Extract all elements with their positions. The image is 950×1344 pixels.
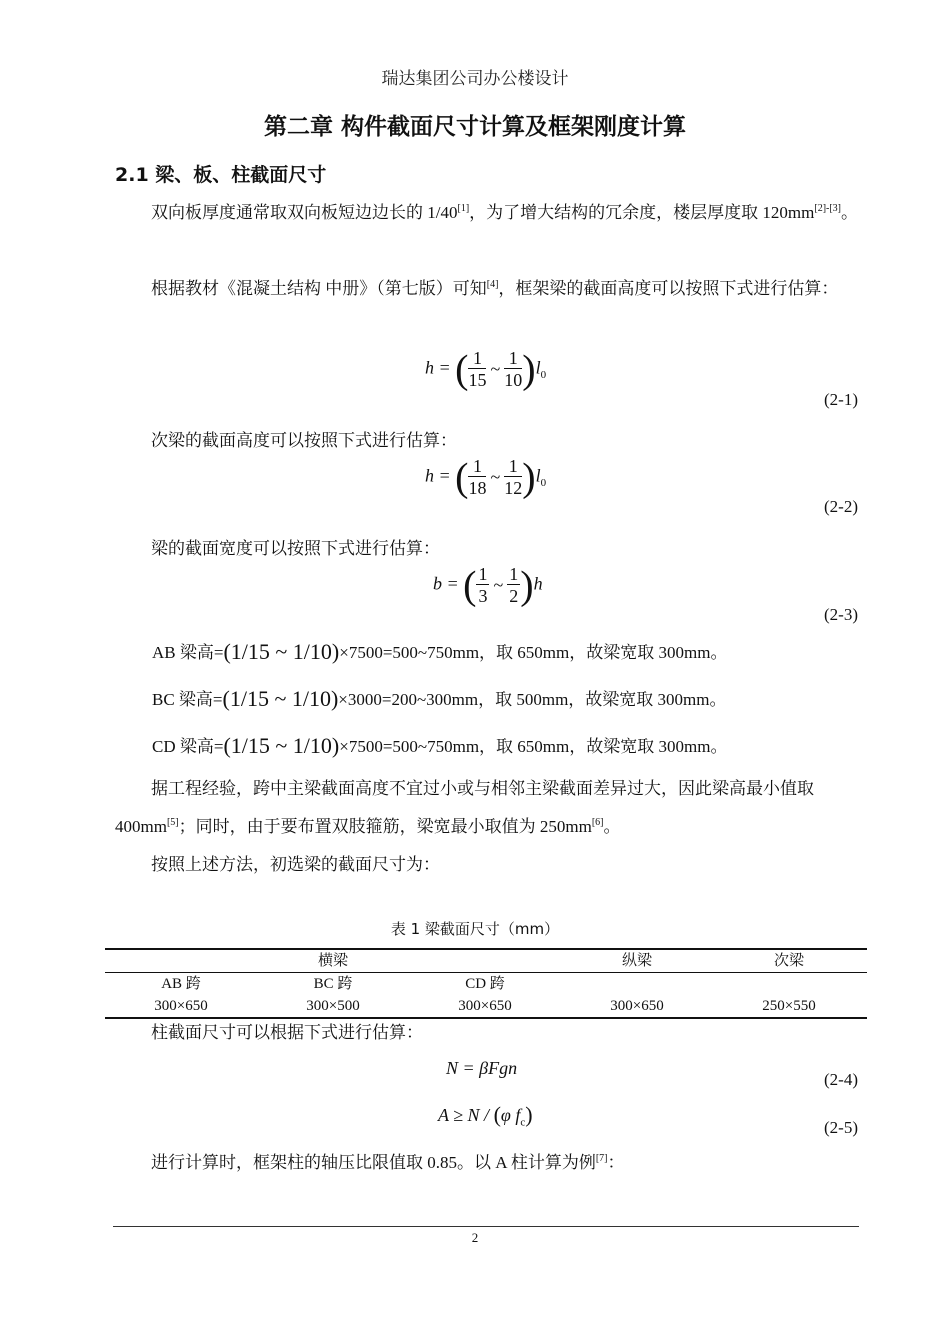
- equation-number: (2-3): [824, 605, 858, 624]
- table-header-cell: 纵梁: [621, 953, 652, 969]
- table-header-cell: [561, 973, 713, 995]
- table-cell: 300×650: [610, 998, 664, 1014]
- equation-2-5: A ≥ N / (φ $f_c$): [438, 1102, 533, 1129]
- equation-2-2: h = ( $\frac{1}{18}$ ~ $\frac{1}{12}$ )$l_0$: [425, 454, 547, 500]
- page-header: 瑞达集团公司办公楼设计: [381, 69, 569, 88]
- paragraph-beam-width: 梁的截面宽度可以按照下式进行估算：: [151, 539, 440, 558]
- equation-number: (2-2): [824, 497, 858, 516]
- citation: [2]-[3]: [814, 203, 842, 214]
- footer-divider: [113, 1226, 859, 1227]
- page-number: 2: [471, 1230, 479, 1245]
- table-cell: 300×500: [306, 998, 360, 1014]
- paragraph-engineering-experience: 据工程经验，跨中主梁截面高度不宜过小或与相邻主梁截面差异过大，因此梁高最小值取 400mm[5]；同时，由于要布置双肢箍筋，梁宽最小取值为 250mm[6]。: [115, 779, 814, 836]
- beam-calc-bc: BC 梁高=(1/15 ~ 1/10)×3000=200~300mm，取 500mm，故梁宽取 300mm。: [152, 686, 727, 711]
- beam-section-table: [105, 948, 867, 1019]
- citation: [6]: [591, 817, 604, 828]
- table-header-cell: [713, 973, 865, 995]
- table-header-cell: CD 跨: [465, 976, 505, 992]
- table-sub-header-row: [105, 973, 867, 995]
- equation-2-1: h = ( $\frac{1}{15}$ ~ $\frac{1}{10}$ )$l_0$: [425, 346, 547, 392]
- beam-calc-ab: AB 梁高=(1/15 ~ 1/10)×7500=500~750mm，取 650mm，故梁宽取 300mm。: [152, 639, 728, 664]
- beam-calc-cd: CD 梁高=(1/15 ~ 1/10)×7500=500~750mm，取 650mm，故梁宽取 300mm。: [152, 733, 728, 758]
- paragraph-initial-selection: 按照上述方法，初选梁的截面尺寸为：: [151, 855, 440, 874]
- section-title: 2.1 梁、板、柱截面尺寸: [115, 164, 327, 186]
- table-caption: 表 1 梁截面尺寸（mm）: [390, 920, 560, 938]
- equation-number: (2-5): [824, 1118, 858, 1137]
- equation-number: (2-1): [824, 390, 858, 409]
- table-cell: 250×550: [762, 998, 816, 1014]
- citation: [4]: [486, 279, 499, 290]
- table-cell: 300×650: [458, 998, 512, 1014]
- chapter-title: 第二章 构件截面尺寸计算及框架刚度计算: [263, 114, 686, 140]
- paragraph-secondary-beam: 次梁的截面高度可以按照下式进行估算：: [151, 431, 457, 450]
- table-group-header-row: [105, 950, 867, 972]
- paragraph-slab-thickness: 双向板厚度通常取双向板短边边长的 1/40[1]，为了增大结构的冗余度，楼层厚度取 120mm[2]-[3]。: [151, 203, 859, 222]
- paragraph-column-section: 柱截面尺寸可以根据下式进行估算：: [151, 1023, 423, 1042]
- table-header-cell: 横梁: [317, 953, 348, 969]
- paragraph-beam-height-intro: 根据教材《混凝土结构 中册》（第七版）可知[4]，框架梁的截面高度可以按照下式进行估算：: [151, 279, 839, 298]
- table-header-cell: AB 跨: [161, 976, 201, 992]
- citation: [7]: [595, 1153, 608, 1164]
- table-cell: 300×650: [154, 998, 208, 1014]
- citation: [1]: [457, 203, 470, 214]
- equation-number: (2-4): [824, 1070, 858, 1089]
- equation-2-3: b = ( $\frac{1}{3}$ ~ $\frac{1}{2}$ )h: [433, 562, 543, 608]
- table-header-cell: 次梁: [773, 953, 804, 969]
- equation-2-4: N = βFgn: [446, 1058, 518, 1078]
- table-header-cell: BC 跨: [313, 976, 353, 992]
- paragraph-axial-ratio: 进行计算时，框架柱的轴压比限值取 0.85。以 A 柱计算为例[7]：: [151, 1153, 625, 1172]
- citation: [5]: [166, 817, 179, 828]
